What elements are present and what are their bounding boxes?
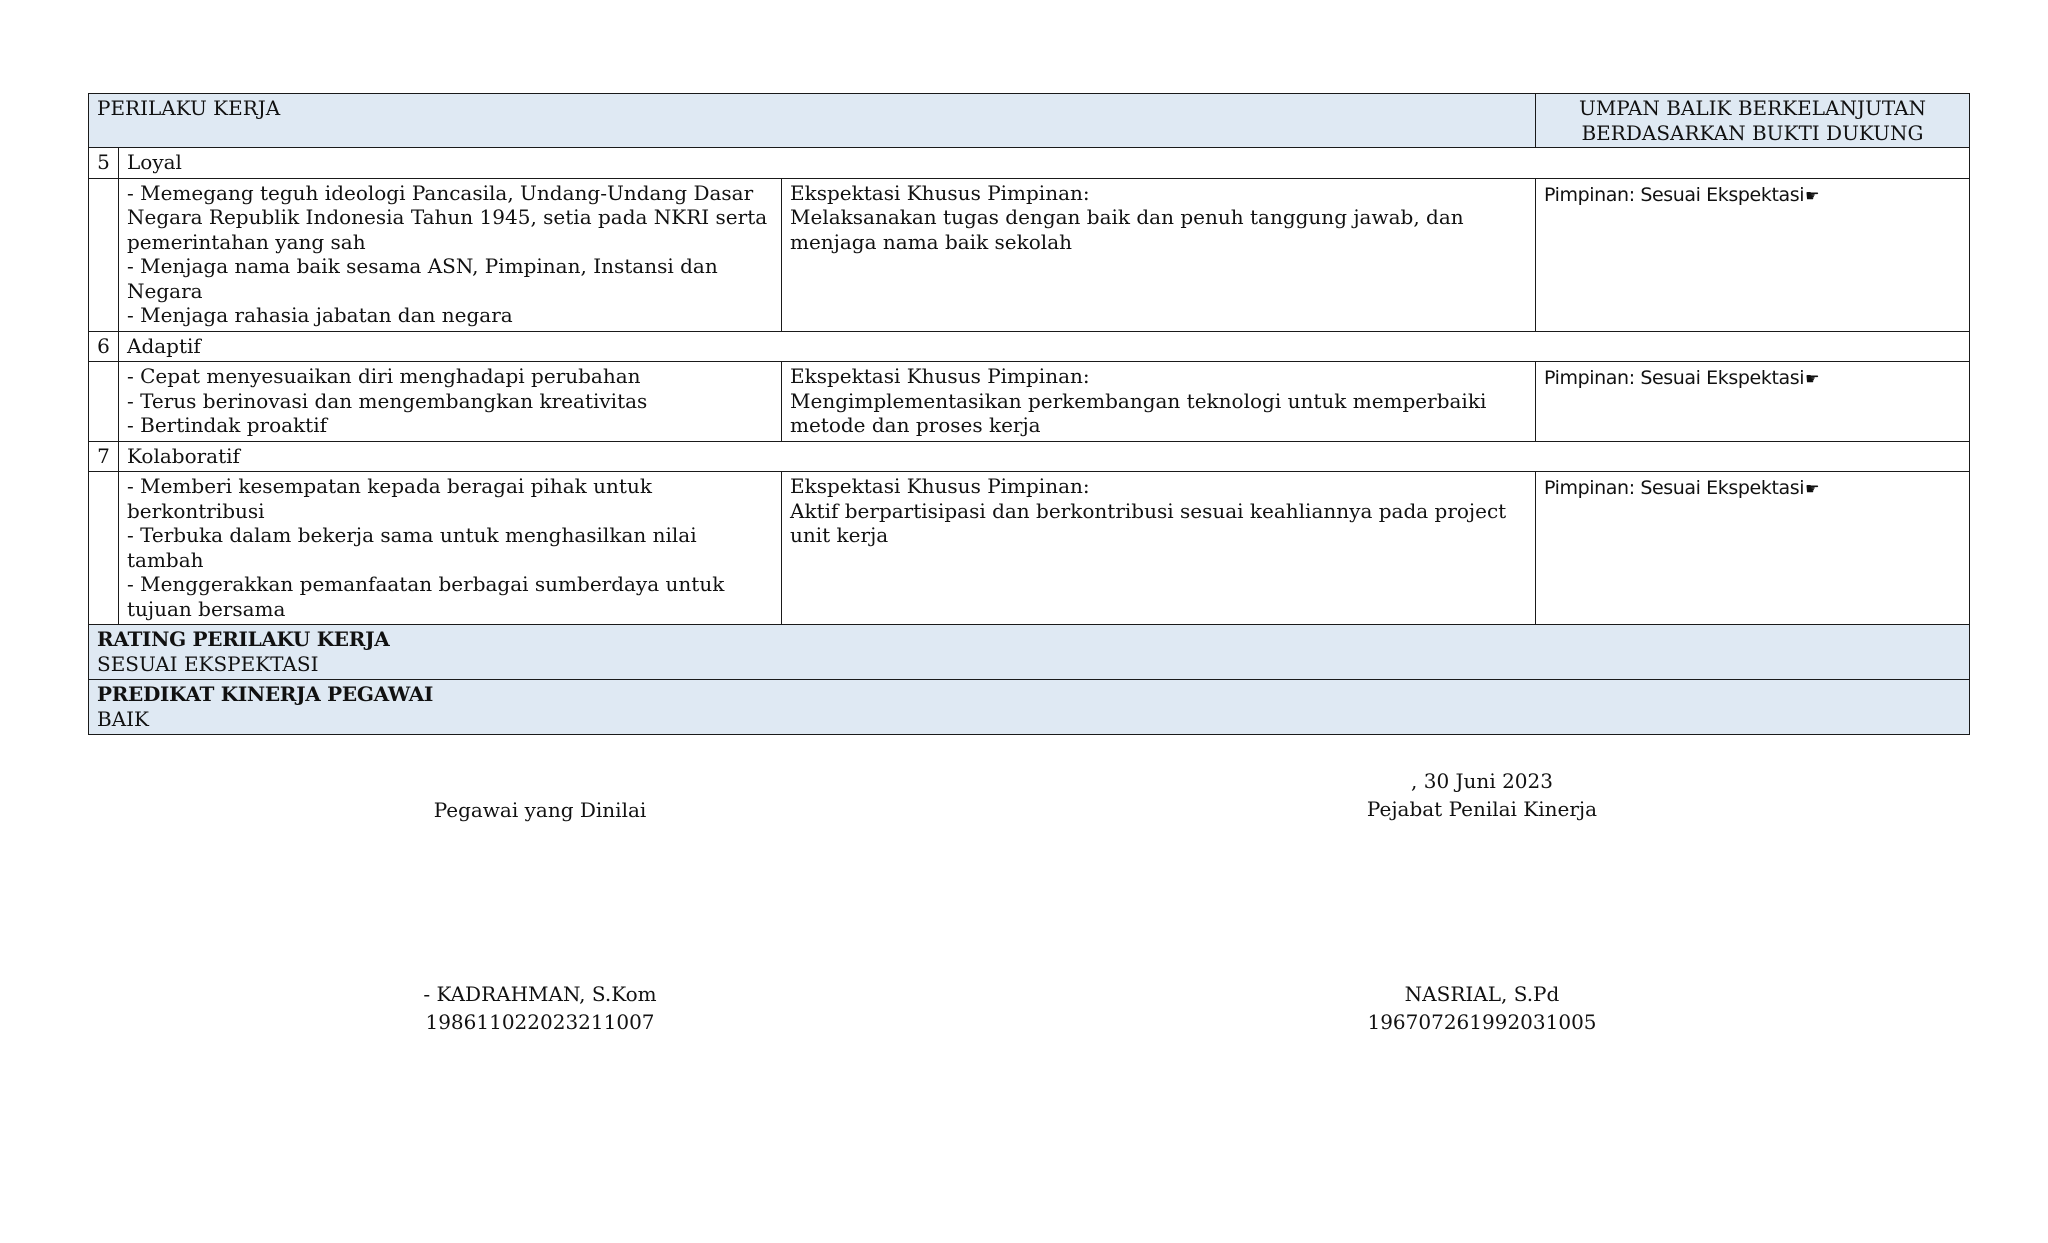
- ekspektasi-text: Aktif berpartisipasi dan berkontribusi sesuai keahliannya pada project unit kerja: [790, 498, 1507, 547]
- item-title: Loyal: [119, 148, 1970, 179]
- pointing-hand-icon: ☛: [1805, 185, 1820, 205]
- item-number: 6: [89, 331, 119, 362]
- pegawai-nip: 198611022023211007: [425, 1010, 655, 1034]
- list-item: - Bertindak proaktif: [127, 413, 328, 437]
- predikat-value: BAIK: [97, 706, 149, 731]
- perilaku-kerja-table: [88, 93, 1970, 735]
- perilaku-kerja-heading: PERILAKU KERJA: [89, 94, 1536, 148]
- item-title: Adaptif: [119, 331, 1970, 362]
- empty-number-cell: [89, 472, 119, 625]
- list-item: - Cepat menyesuaikan diri menghadapi perubahan: [127, 364, 641, 388]
- pointing-hand-icon: ☛: [1805, 479, 1820, 498]
- umpan-balik-text: Pimpinan: Sesuai Ekspektasi: [1544, 183, 1805, 206]
- rating-label: RATING PERILAKU KERJA: [97, 627, 390, 651]
- ekspektasi-cell: [782, 178, 1536, 331]
- rating-row: [89, 625, 1970, 680]
- rating-value: SESUAI EKSPEKTASI: [97, 651, 319, 676]
- rating-cell: [89, 625, 1970, 680]
- umpan-balik-text: Pimpinan: Sesuai Ekspektasi: [1544, 477, 1805, 499]
- table-row: [89, 178, 1970, 331]
- list-item: - Terbuka dalam bekerja sama untuk menghasilkan nilai tambah: [127, 523, 697, 572]
- predikat-label: PREDIKAT KINERJA PEGAWAI: [97, 682, 434, 706]
- pegawai-role: Pegawai yang Dinilai: [433, 798, 647, 822]
- item-points: [119, 472, 782, 625]
- umpan-balik-heading: [1536, 94, 1970, 148]
- list-item: - Memberi kesempatan kepada beragai pihak untuk berkontribusi: [127, 474, 652, 523]
- signature-date: , 30 Juni 2023: [1411, 769, 1553, 793]
- penilai-role: Pejabat Penilai Kinerja: [1366, 797, 1598, 821]
- ekspektasi-cell: [782, 472, 1536, 625]
- table-row: [89, 148, 1970, 179]
- table-row: [89, 331, 1970, 362]
- table-row: [89, 362, 1970, 442]
- umpan-balik-cell: [1536, 178, 1970, 331]
- item-number: 7: [89, 441, 119, 472]
- ekspektasi-label: Ekspektasi Khusus Pimpinan:: [790, 180, 1090, 205]
- umpan-balik-cell: [1536, 472, 1970, 625]
- item-title: Kolaboratif: [119, 441, 1970, 472]
- empty-number-cell: [89, 362, 119, 442]
- list-item: - Terus berinovasi dan mengembangkan kreativitas: [127, 388, 648, 413]
- penilai-nip: 196707261992031005: [1367, 1010, 1597, 1034]
- list-item: - Menggerakkan pemanfaatan berbagai sumberdaya untuk tujuan bersama: [127, 572, 725, 621]
- umpan-balik-text: Pimpinan: Sesuai Ekspektasi: [1544, 367, 1805, 389]
- table-row: [89, 441, 1970, 472]
- ekspektasi-label: Ekspektasi Khusus Pimpinan:: [790, 364, 1090, 388]
- ekspektasi-cell: [782, 362, 1536, 442]
- ekspektasi-text: Melaksanakan tugas dengan baik dan penuh tanggung jawab, dan menjaga nama baik sekolah: [790, 205, 1464, 254]
- ekspektasi-text: Mengimplementasikan perkembangan teknologi untuk memperbaiki metode dan proses kerja: [790, 388, 1487, 437]
- umpan-balik-cell: [1536, 362, 1970, 442]
- penilai-signature-block: [1262, 980, 1702, 1036]
- pegawai-signature-block: [330, 980, 750, 1036]
- item-points: [119, 178, 782, 331]
- umpan-balik-heading-line2: BERDASARKAN BUKTI DUKUNG: [1581, 120, 1924, 145]
- item-number: 5: [89, 148, 119, 179]
- penilaian-kinerja-sheet: [88, 93, 1969, 735]
- umpan-balik-heading-line1: UMPAN BALIK BERKELANJUTAN: [1578, 96, 1927, 120]
- list-item: - Menjaga rahasia jabatan dan negara: [127, 303, 513, 327]
- table-header-row: [89, 94, 1970, 148]
- pointing-hand-icon: ☛: [1805, 369, 1820, 388]
- list-item: - Memegang teguh ideologi Pancasila, Undang-Undang Dasar Negara Republik Indonesia Tahun 1945, setia pada NKRI serta pemerintahan yang sah: [127, 180, 768, 254]
- ekspektasi-label: Ekspektasi Khusus Pimpinan:: [790, 474, 1090, 498]
- list-item: - Menjaga nama baik sesama ASN, Pimpinan, Instansi dan Negara: [127, 254, 718, 303]
- predikat-row: [89, 680, 1970, 735]
- penilai-name: NASRIAL, S.Pd: [1404, 982, 1560, 1006]
- predikat-cell: [89, 680, 1970, 735]
- table-row: [89, 472, 1970, 625]
- item-points: [119, 362, 782, 442]
- pegawai-name: - KADRAHMAN, S.Kom: [423, 982, 657, 1006]
- empty-number-cell: [89, 178, 119, 331]
- pegawai-signature-heading: [330, 796, 750, 824]
- penilai-signature-heading: [1262, 767, 1702, 823]
